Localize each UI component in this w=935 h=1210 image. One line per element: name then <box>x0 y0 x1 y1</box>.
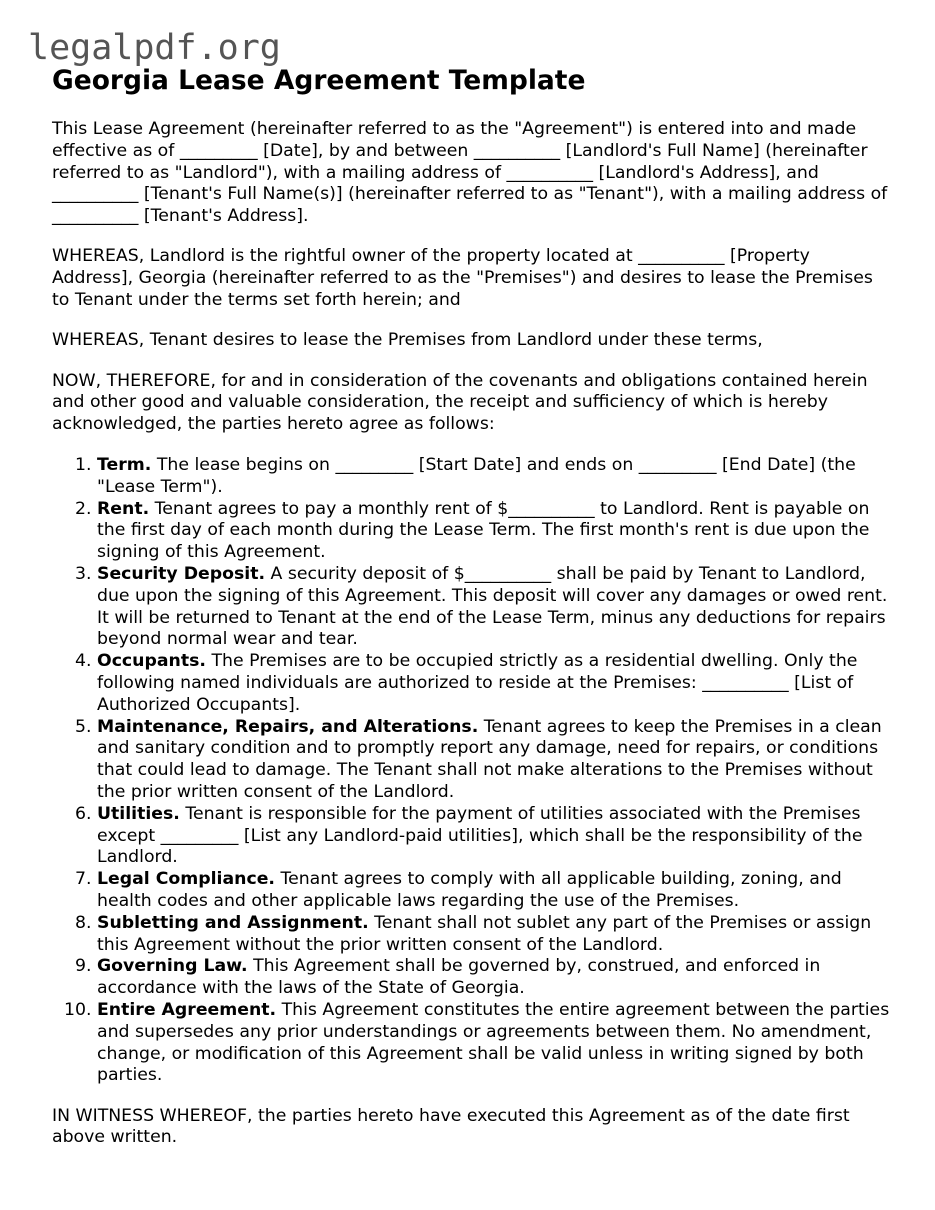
clause-heading: Legal Compliance. <box>97 869 275 890</box>
clause-list <box>52 455 892 1087</box>
clause-item <box>97 499 892 564</box>
clause-heading: Maintenance, Repairs, and Alterations. <box>97 716 479 737</box>
clause-text: The Premises are to be occupied strictly as a residential dwelling. Only the following named individuals are authorized to reside at the Premises: __________ [List of Authorized Occupants]. <box>97 651 858 715</box>
clause-item <box>97 869 892 913</box>
clause-text: Tenant agrees to pay a monthly rent of $__________ to Landlord. Rent is payable on the first day of each month during the Lease Term. The first month's rent is due upon the signing of this Agreement. <box>97 498 870 563</box>
document-body <box>52 62 892 1149</box>
clause-text: Tenant is responsible for the payment of utilities associated with the Premises except _________ [List any Landlord-paid utilities], which shall be the responsibility of the Landlord. <box>97 803 863 868</box>
clause-text: Tenant agrees to keep the Premises in a clean and sanitary condition and to promptly report any damage, need for repairs, or conditions that could lead to damage. The Tenant shall not make alterations to the Premises without the prior written consent of the Landlord. <box>97 716 882 803</box>
clause-item <box>97 455 892 499</box>
clause-item <box>97 717 892 804</box>
now-therefore-paragraph: NOW, THEREFORE, for and in consideration of the covenants and obligations contained herein and other good and valuable consideration, the receipt and sufficiency of which is hereby acknowledged, the parties hereto agree as follows: <box>52 370 868 435</box>
clause-item <box>97 913 892 957</box>
clause-text: This Agreement shall be governed by, construed, and enforced in accordance with the laws of the State of Georgia. <box>97 956 821 999</box>
witness-paragraph: IN WITNESS WHEREOF, the parties hereto have executed this Agreement as of the date first above written. <box>52 1105 850 1148</box>
clause-item <box>97 1000 892 1087</box>
clause-heading: Utilities. <box>97 803 180 824</box>
clause-item <box>97 804 892 869</box>
clause-item <box>97 564 892 651</box>
intro-paragraph: This Lease Agreement (hereinafter referred to as the "Agreement") is entered into and made effective as of _________ [Date], by and between __________ [Landlord's Full Name] (hereinafter referred to as "Landlord"), with a mailing address of __________ [Landlord's Address], and __________ [Tenant's Full Name(s)] (hereinafter referred to as "Tenant"), with a mailing address of __________ [Tenant's Address]. <box>52 119 888 227</box>
clause-heading: Entire Agreement. <box>97 999 277 1020</box>
clause-heading: Governing Law. <box>97 956 248 977</box>
clause-heading: Occupants. <box>97 651 206 672</box>
clause-heading: Security Deposit. <box>97 564 266 585</box>
whereas-paragraph-2: WHEREAS, Tenant desires to lease the Premises from Landlord under these terms, <box>52 330 763 351</box>
clause-item <box>97 956 892 1000</box>
whereas-paragraph-1: WHEREAS, Landlord is the rightful owner of the property located at __________ [Property Address], Georgia (hereinafter referred to as the "Premises") and desires to lease the Premises to Tenant under the terms set forth herein; and <box>52 246 873 311</box>
clause-text: Tenant shall not sublet any part of the Premises or assign this Agreement without the prior written consent of the Landlord. <box>97 912 872 955</box>
document-title: Georgia Lease Agreement Template <box>52 65 586 96</box>
clause-text: Tenant agrees to comply with all applicable building, zoning, and health codes and other applicable laws regarding the use of the Premises. <box>97 869 842 911</box>
clause-text: The lease begins on _________ [Start Date] and ends on _________ [End Date] (the "Lease Term"). <box>97 455 856 497</box>
clause-item <box>97 651 892 716</box>
clause-text: This Agreement constitutes the entire agreement between the parties and supersedes any prior understandings or agreements between them. No amendment, change, or modification of this Agreement shall be valid unless in writing signed by both parties. <box>97 999 890 1086</box>
clause-heading: Subletting and Assignment. <box>97 912 369 933</box>
clause-heading: Rent. <box>97 498 150 519</box>
clause-text: A security deposit of $__________ shall be paid by Tenant to Landlord, due upon the signing of this Agreement. This deposit will cover any damages or owed rent. It will be returned to Tenant at the end of the Lease Term, minus any deductions for repairs beyond normal wear and tear. <box>97 564 888 650</box>
watermark: legalpdf.org <box>28 28 281 68</box>
clause-heading: Term. <box>97 455 152 476</box>
